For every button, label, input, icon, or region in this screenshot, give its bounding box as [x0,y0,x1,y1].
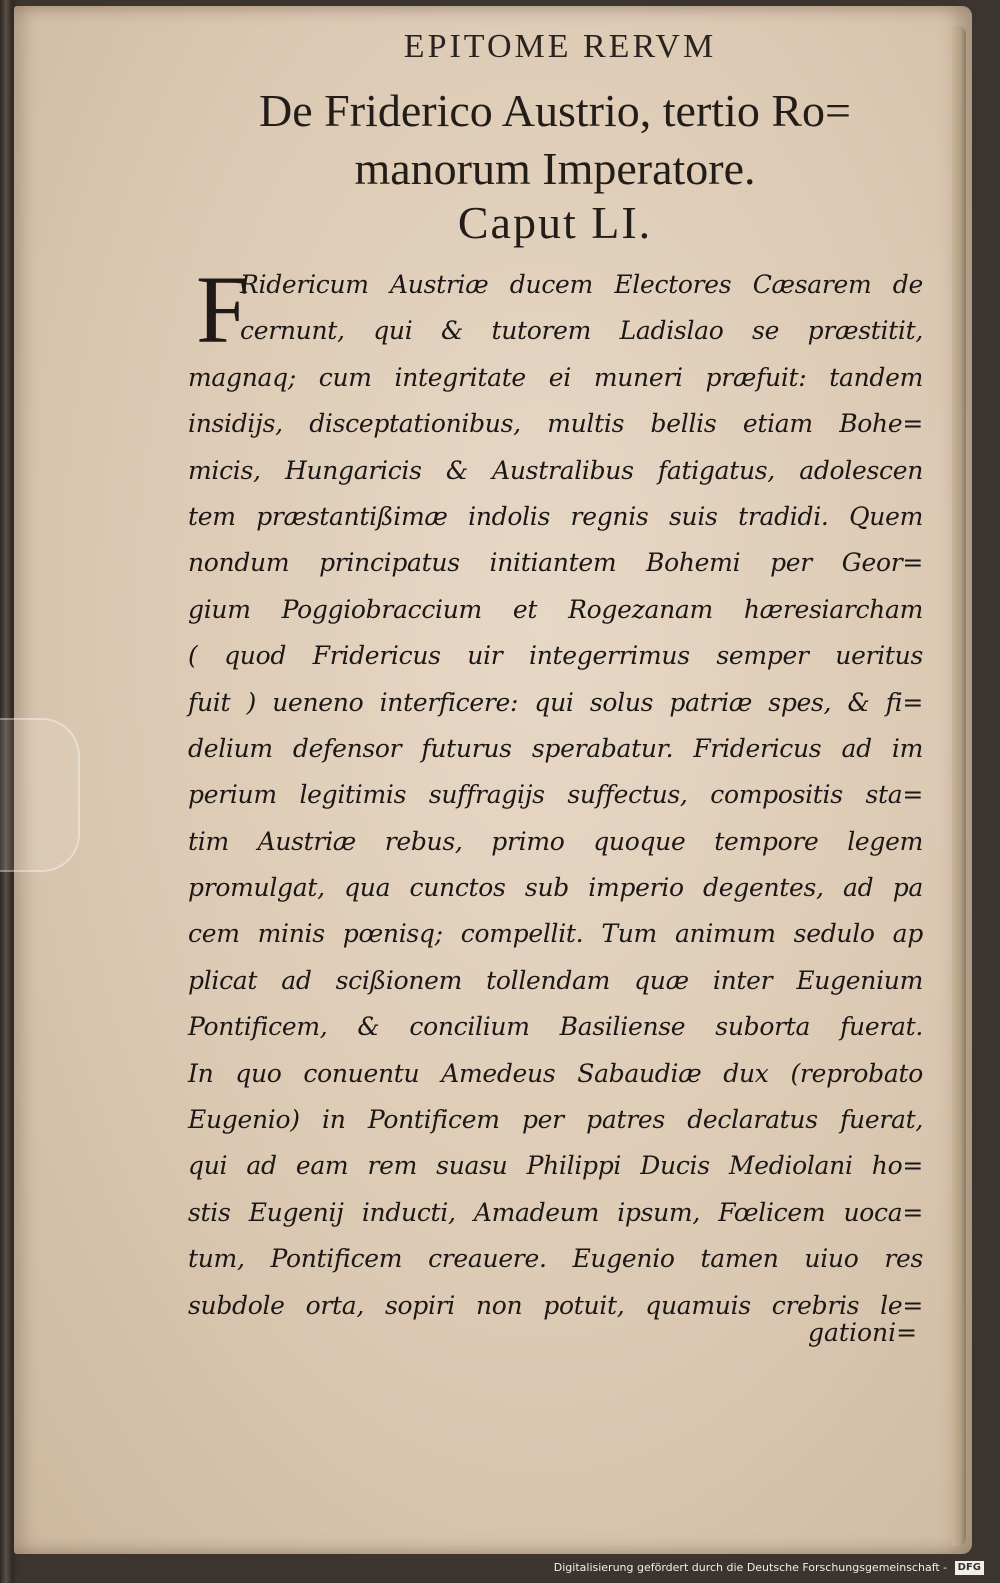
text-line: Pontificem, & concilium Basiliense suborta fuerat. [188,1012,923,1042]
text-line: In quo conuentu Amedeus Sabaudiæ dux (reprobato [188,1058,923,1088]
text-line: magnaq; cum integritate ei muneri præfuit: tandem [188,362,923,392]
chapter-title-line2: manorum Imperatore. [354,143,756,194]
drop-cap: F [196,256,250,363]
text-line: Ridericum Austriæ ducem Electores Cæsarem de [240,270,923,299]
text-line: fuit ) ueneno interficere: qui solus patriæ spes, & fi= [188,687,923,717]
text-line: insidijs, disceptationibus, multis bellis etiam Bohe= [188,409,923,439]
footer-text: Digitalisierung gefördert durch die Deutsche Forschungsgemeinschaft - [553,1561,948,1574]
chapter-title-line1: De Friderico Austrio, tertio Ro= [259,85,851,136]
chapter-title [195,82,915,198]
digitization-footer [554,1557,984,1579]
text-line: cem minis pœnisq; compellit. Tum animum sedulo ap [188,919,923,949]
text-line: ( quod Fridericus uir integerrimus semper ueritus [188,641,923,671]
text-line: tim Austriæ rebus, primo quoque tempore legem [188,826,923,856]
chapter-number: Caput LI. [457,197,653,248]
text-line: stis Eugenij inducti, Amadeum ipsum, Fœlicem uoca= [188,1197,923,1227]
body-text [188,256,923,1329]
text-line: tem præstantißimæ indolis regnis suis tradidi. Quem [188,501,923,531]
text-line: promulgat, qua cunctos sub imperio degentes, ad pa [188,873,923,903]
text-line: delium defensor futurus sperabatur. Fridericus ad im [188,733,923,763]
text-line: subdole orta, sopiri non potuit, quamuis crebris le= [188,1290,923,1320]
running-head: EPITOME RERVM [403,28,717,65]
text-line: gium Poggiobraccium et Rogezanam hæresiarcham [188,594,923,624]
text-line: plicat ad scißionem tollendam quæ inter Eugenium [188,965,923,995]
text-line: perium legitimis suffragijs suffectus, compositis sta= [188,780,923,810]
text-line: Eugenio) in Pontificem per patres declaratus fuerat, [188,1105,923,1135]
catchword: gationi= [808,1318,918,1347]
text-line: tum, Pontificem creauere. Eugenio tamen uiuo res [188,1244,923,1274]
page-edge [952,26,966,1546]
text-line: qui ad eam rem suasu Philippi Ducis Mediolani ho= [188,1151,923,1181]
page-clip [0,718,80,872]
text-line: cernunt, qui & tutorem Ladislao se præstitit, [240,316,923,346]
dfg-logo: DFG [955,1561,984,1575]
text-line: micis, Hungaricis & Australibus fatigatus, adolescen [188,455,923,485]
text-line: nondum principatus initiantem Bohemi per Geor= [188,548,923,578]
